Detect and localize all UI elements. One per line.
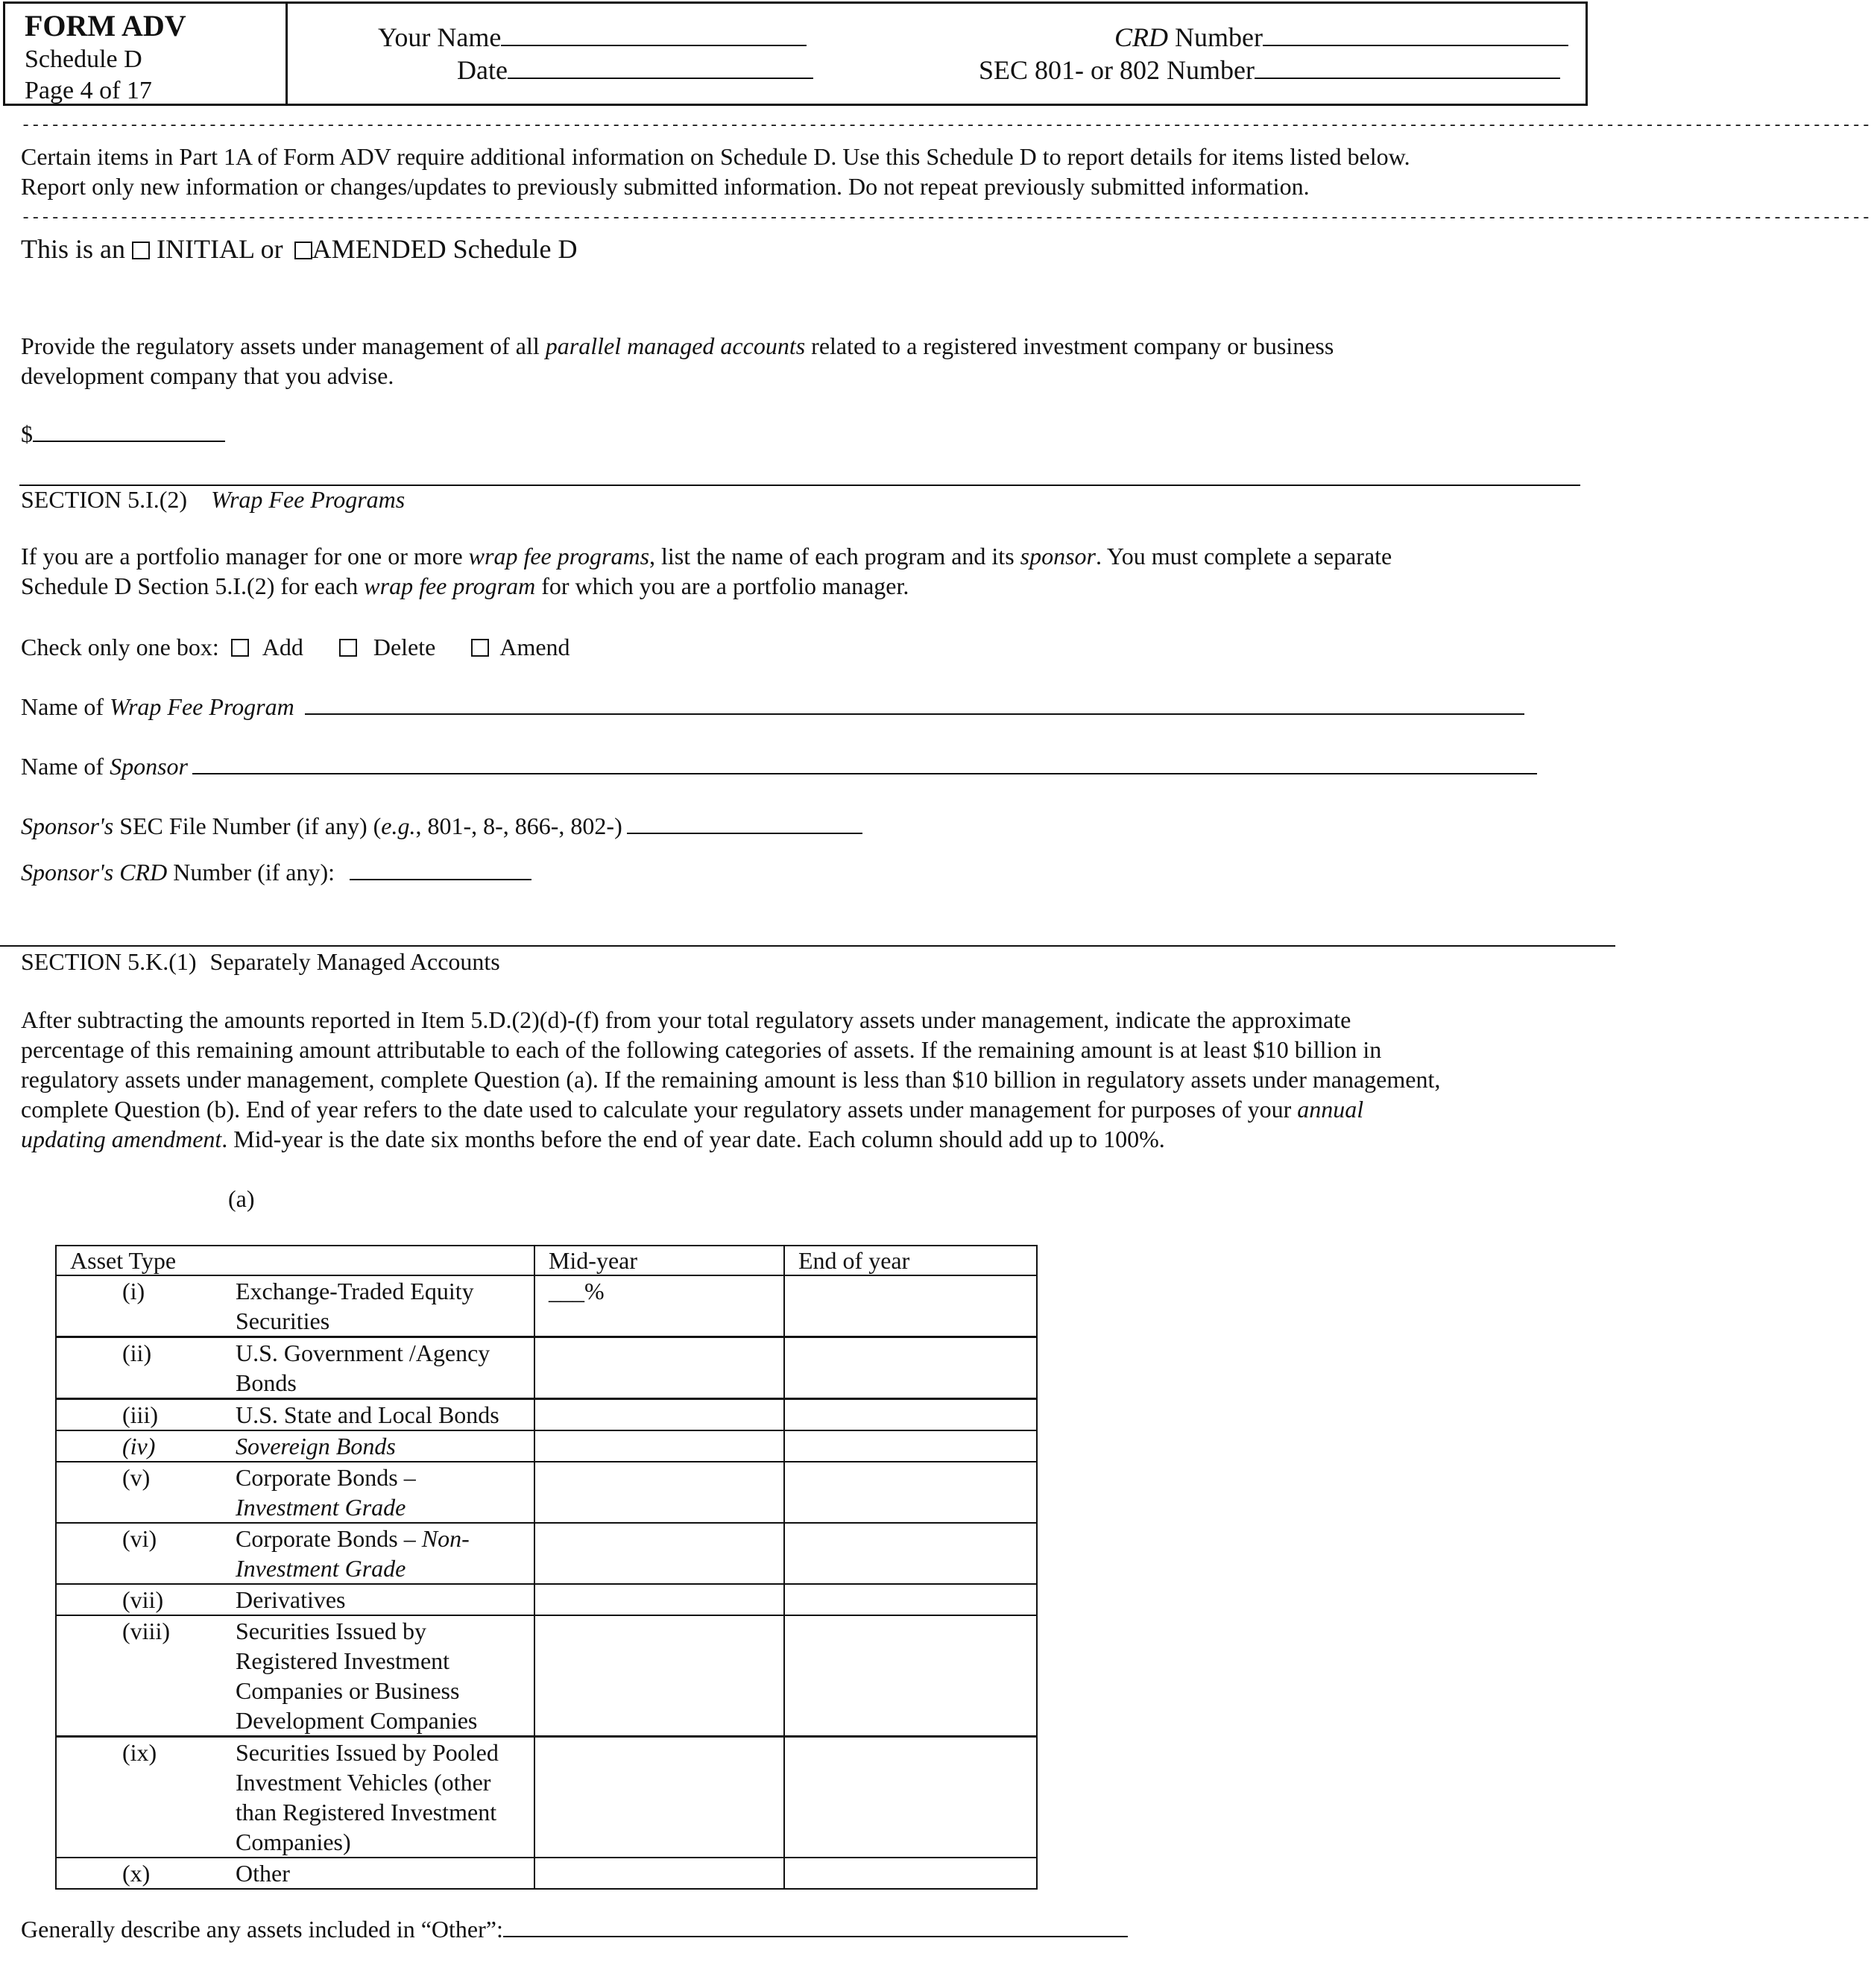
row-number: (ii) bbox=[122, 1339, 152, 1366]
wrap-text-italic: wrap fee programs bbox=[468, 543, 650, 569]
row-label: U.S. State and Local Bonds bbox=[236, 1401, 499, 1428]
field-label-italic: Sponsor's bbox=[21, 812, 114, 839]
end-year-cell[interactable] bbox=[784, 1275, 1037, 1337]
delete-label: Delete bbox=[373, 634, 436, 660]
date-line[interactable] bbox=[508, 57, 813, 79]
delete-checkbox[interactable] bbox=[339, 639, 357, 657]
initial-label: INITIAL or bbox=[157, 234, 283, 264]
crd-number-field[interactable] bbox=[1114, 22, 1568, 53]
crd-label: Number bbox=[1168, 22, 1263, 52]
other-description-line[interactable] bbox=[503, 1915, 1128, 1937]
row-label: Securities Issued by Pooled Investment Vehicles (other than Registered Investment Companies) bbox=[236, 1739, 499, 1855]
add-label: Add bbox=[262, 634, 303, 660]
dashed-separator: -------------------------------------------------------------------------------------------------------------------------------------------------------------------------------------------- bbox=[21, 116, 1871, 135]
field-label-italic: e.g. bbox=[381, 812, 416, 839]
crd-label-italic: CRD bbox=[1114, 22, 1168, 52]
schedule-label: Schedule D bbox=[25, 45, 142, 73]
end-year-cell[interactable] bbox=[784, 1737, 1037, 1858]
asset-cell bbox=[56, 1275, 534, 1337]
table-row bbox=[56, 1858, 1037, 1889]
wrap-section-heading bbox=[21, 485, 405, 514]
parallel-amount-field[interactable] bbox=[21, 419, 225, 449]
field-label-italic: Sponsor bbox=[110, 753, 188, 780]
row-label-italic: Investment Grade bbox=[236, 1494, 406, 1521]
table-row bbox=[56, 1737, 1037, 1858]
mid-year-cell[interactable] bbox=[534, 1462, 784, 1523]
add-checkbox[interactable] bbox=[231, 639, 249, 657]
wrap-text-italic: wrap fee program bbox=[364, 572, 536, 599]
amend-label: Amend bbox=[499, 634, 570, 660]
end-year-cell[interactable] bbox=[784, 1858, 1037, 1889]
sma-line: . Mid-year is the date six months before the end of year date. Each column should add up to 100%. bbox=[221, 1126, 1165, 1152]
table-header-row bbox=[56, 1246, 1037, 1275]
schedule-type-row bbox=[21, 234, 578, 264]
row-label: Exchange-Traded Equity Securities bbox=[236, 1278, 474, 1334]
sponsor-name-field[interactable] bbox=[21, 751, 1537, 781]
asset-cell bbox=[56, 1858, 534, 1889]
sma-section-heading bbox=[21, 947, 500, 976]
field-label-italic: Sponsor's CRD bbox=[21, 859, 168, 886]
sma-line-italic: annual bbox=[1297, 1096, 1364, 1123]
intro-line-2: Report only new information or changes/updates to previously submitted information. Do not repeat previously submitted information. bbox=[21, 173, 1310, 200]
asset-cell bbox=[56, 1615, 534, 1737]
table-row bbox=[56, 1462, 1037, 1523]
row-number: (v) bbox=[122, 1464, 151, 1491]
end-year-cell[interactable] bbox=[784, 1615, 1037, 1737]
sma-paragraph bbox=[21, 1005, 1440, 1154]
date-field[interactable] bbox=[457, 54, 813, 86]
sec-number-label: SEC 801- or 802 Number bbox=[979, 55, 1255, 85]
initial-checkbox[interactable] bbox=[132, 242, 150, 259]
asset-cell bbox=[56, 1462, 534, 1523]
schedule-type-prefix: This is an bbox=[21, 234, 125, 264]
form-title: FORM ADV bbox=[25, 9, 186, 42]
mid-year-cell[interactable] bbox=[534, 1615, 784, 1737]
sec-number-field[interactable] bbox=[979, 54, 1560, 86]
wrap-text: for which you are a portfolio manager. bbox=[535, 572, 909, 599]
asset-cell bbox=[56, 1399, 534, 1431]
your-name-line[interactable] bbox=[501, 24, 807, 46]
row-number: (i) bbox=[122, 1278, 145, 1304]
wrap-text: , list the name of each program and its bbox=[649, 543, 1020, 569]
row-number: (vi) bbox=[122, 1525, 157, 1552]
field-label: Number (if any): bbox=[167, 859, 335, 886]
mid-year-cell[interactable] bbox=[534, 1737, 784, 1858]
row-number: (iv) bbox=[122, 1433, 156, 1460]
sma-line-italic: updating amendment bbox=[21, 1126, 222, 1152]
intro-paragraph bbox=[21, 142, 1410, 201]
row-number: (iii) bbox=[122, 1401, 158, 1428]
row-label: Derivatives bbox=[236, 1586, 346, 1613]
parallel-line-2: development company that you advise. bbox=[21, 362, 394, 389]
field-label-italic: Wrap Fee Program bbox=[110, 693, 294, 720]
row-label: Securities Issued by Registered Investment Companies or Business Development Companies bbox=[236, 1618, 478, 1734]
asset-allocation-table bbox=[55, 1245, 1038, 1890]
row-number: (viii) bbox=[122, 1618, 170, 1644]
header-end-of-year: End of year bbox=[784, 1246, 1037, 1275]
asset-cell bbox=[56, 1737, 534, 1858]
other-description-label: Generally describe any assets included in “Other”: bbox=[21, 1916, 503, 1943]
sponsor-name-line[interactable] bbox=[192, 752, 1537, 774]
end-year-cell[interactable] bbox=[784, 1430, 1037, 1462]
parallel-text: Provide the regulatory assets under management of all bbox=[21, 332, 546, 359]
action-checkbox-row bbox=[21, 632, 570, 662]
sma-section-label: SECTION 5.K.(1) bbox=[21, 948, 197, 975]
header-divider bbox=[285, 4, 288, 104]
row-number: (vii) bbox=[122, 1586, 164, 1613]
sma-line: After subtracting the amounts reported in Item 5.D.(2)(d)-(f) from your total regulatory assets under management, indicate the approximate bbox=[21, 1006, 1351, 1033]
row-label: Other bbox=[236, 1860, 290, 1887]
header-mid-year: Mid-year bbox=[534, 1246, 784, 1275]
mid-year-cell[interactable] bbox=[534, 1584, 784, 1615]
question-a-label: (a) bbox=[228, 1185, 255, 1212]
mid-year-cell[interactable] bbox=[534, 1858, 784, 1889]
row-label: Corporate Bonds – bbox=[236, 1525, 416, 1552]
wrap-text: . You must complete a separate bbox=[1096, 543, 1392, 569]
end-year-cell[interactable] bbox=[784, 1399, 1037, 1431]
wrap-text: If you are a portfolio manager for one or more bbox=[21, 543, 469, 569]
end-year-cell[interactable] bbox=[784, 1462, 1037, 1523]
end-year-cell[interactable] bbox=[784, 1337, 1037, 1399]
row-label: U.S. Government /Agency Bonds bbox=[236, 1339, 490, 1396]
amended-checkbox[interactable] bbox=[294, 242, 312, 259]
field-label: Name of bbox=[21, 753, 110, 780]
end-year-cell[interactable] bbox=[784, 1584, 1037, 1615]
table-row bbox=[56, 1399, 1037, 1431]
end-year-cell[interactable] bbox=[784, 1523, 1037, 1584]
dashed-separator: -------------------------------------------------------------------------------------------------------------------------------------------------------------------------------------------- bbox=[21, 209, 1871, 227]
mid-year-cell[interactable]: ___% bbox=[534, 1275, 784, 1337]
sec-number-line[interactable] bbox=[1255, 57, 1560, 79]
wrap-program-name-field[interactable] bbox=[21, 692, 1524, 722]
page-number: Page 4 of 17 bbox=[25, 77, 152, 104]
mid-year-cell[interactable] bbox=[534, 1337, 784, 1399]
your-name-label: Your Name bbox=[378, 22, 502, 52]
other-description-field[interactable] bbox=[21, 1914, 1128, 1944]
wrap-section-label: SECTION 5.I.(2) bbox=[21, 486, 188, 513]
parallel-amount-line[interactable] bbox=[33, 420, 225, 442]
crd-line[interactable] bbox=[1263, 24, 1568, 46]
field-label: SEC File Number (if any) ( bbox=[113, 812, 382, 839]
table-row bbox=[56, 1584, 1037, 1615]
table-row bbox=[56, 1337, 1037, 1399]
sma-line: percentage of this remaining amount attributable to each of the following categories of assets. If the remaining amount is at least $10 billion in bbox=[21, 1036, 1382, 1063]
sponsor-crd-line[interactable] bbox=[350, 858, 531, 880]
parallel-accounts-paragraph bbox=[21, 331, 1334, 391]
sponsor-sec-file-line[interactable] bbox=[627, 812, 862, 834]
intro-line-1: Certain items in Part 1A of Form ADV require additional information on Schedule D. Use this Schedule D to report details for items listed below. bbox=[21, 143, 1410, 170]
dollar-sign: $ bbox=[21, 420, 33, 447]
amend-checkbox[interactable] bbox=[471, 639, 489, 657]
row-number: (ix) bbox=[122, 1739, 157, 1766]
row-label: Sovereign Bonds bbox=[236, 1433, 396, 1460]
row-number: (x) bbox=[122, 1860, 151, 1887]
asset-cell bbox=[56, 1430, 534, 1462]
table-row bbox=[56, 1275, 1037, 1337]
sma-section-title: Separately Managed Accounts bbox=[209, 948, 500, 975]
your-name-field[interactable] bbox=[378, 22, 807, 53]
sponsor-sec-file-field[interactable] bbox=[21, 811, 862, 841]
field-label: Name of bbox=[21, 693, 110, 720]
table-row bbox=[56, 1615, 1037, 1737]
form-header bbox=[3, 1, 1588, 106]
row-label-italic: Non-Investment Grade bbox=[236, 1525, 470, 1582]
mid-year-cell[interactable] bbox=[534, 1399, 784, 1431]
wrap-paragraph bbox=[21, 541, 1392, 601]
wrap-text-italic: sponsor bbox=[1020, 543, 1096, 569]
sma-line: complete Question (b). End of year refers to the date used to calculate your regulatory assets under management for purposes of your bbox=[21, 1096, 1298, 1123]
field-label: , 801-, 8-, 866-, 802-) bbox=[415, 812, 622, 839]
asset-cell bbox=[56, 1523, 534, 1584]
parallel-italic: parallel managed accounts bbox=[545, 332, 806, 359]
wrap-text: Schedule D Section 5.I.(2) for each bbox=[21, 572, 365, 599]
asset-cell bbox=[56, 1337, 534, 1399]
row-label: Corporate Bonds – bbox=[236, 1464, 416, 1491]
table-row bbox=[56, 1430, 1037, 1462]
table-row bbox=[56, 1523, 1037, 1584]
asset-cell bbox=[56, 1584, 534, 1615]
date-label: Date bbox=[457, 55, 508, 85]
header-asset-type: Asset Type bbox=[56, 1246, 534, 1275]
wrap-section-title: Wrap Fee Programs bbox=[211, 486, 406, 513]
mid-year-cell[interactable] bbox=[534, 1430, 784, 1462]
check-label: Check only one box: bbox=[21, 634, 219, 660]
sponsor-crd-field[interactable] bbox=[21, 857, 531, 887]
sma-line: regulatory assets under management, complete Question (a). If the remaining amount is less than $10 billion in regulatory assets under management, bbox=[21, 1066, 1441, 1093]
wrap-program-name-line[interactable] bbox=[305, 692, 1524, 715]
mid-year-cell[interactable] bbox=[534, 1523, 784, 1584]
parallel-text-after: related to a registered investment company or business bbox=[805, 332, 1334, 359]
amended-label: AMENDED Schedule D bbox=[312, 234, 578, 264]
